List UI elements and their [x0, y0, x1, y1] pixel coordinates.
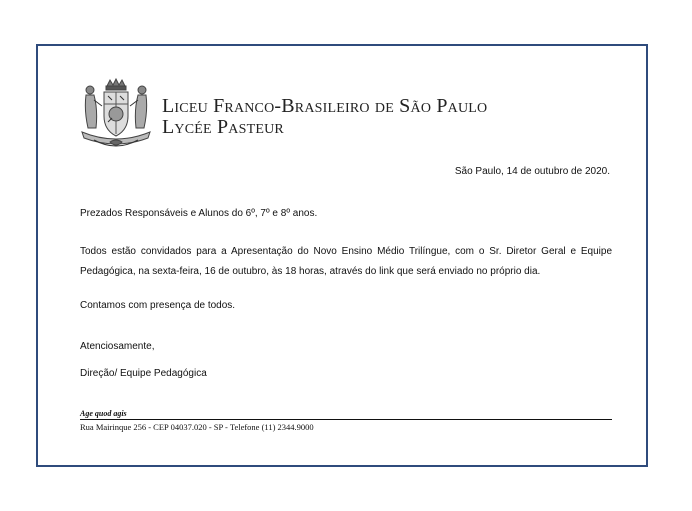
- letter-signature: Direção/ Equipe Pedagógica: [80, 368, 207, 379]
- institution-name-line2: Lycée Pasteur: [162, 116, 284, 138]
- school-crest-logo: [74, 76, 158, 154]
- institution-name-line1: Liceu Franco-Brasileiro de São Paulo: [162, 95, 488, 117]
- letter-page: [36, 44, 648, 467]
- letter-date: São Paulo, 14 de outubro de 2020.: [454, 166, 610, 177]
- letter-regards: Atenciosamente,: [80, 341, 155, 352]
- letter-salutation: Prezados Responsáveis e Alunos do 6º, 7º e 8º anos.: [80, 208, 318, 219]
- letter-closing: Contamos com presença de todos.: [80, 300, 236, 311]
- footer-address: Rua Mairinque 256 - CEP 04037.020 - SP - Telefone (11) 2344.9000: [80, 422, 314, 432]
- footer-motto: Age quod agis: [80, 409, 612, 420]
- letter-body: Todos estão convidados para a Apresentação do Novo Ensino Médio Trilíngue, com o Sr. Diretor Geral e Equipe Pedagógica, na sexta-feira, 16 de outubro, às 18 horas, através do link que será enviado no próprio dia.: [80, 246, 612, 277]
- institution-name: [162, 96, 487, 138]
